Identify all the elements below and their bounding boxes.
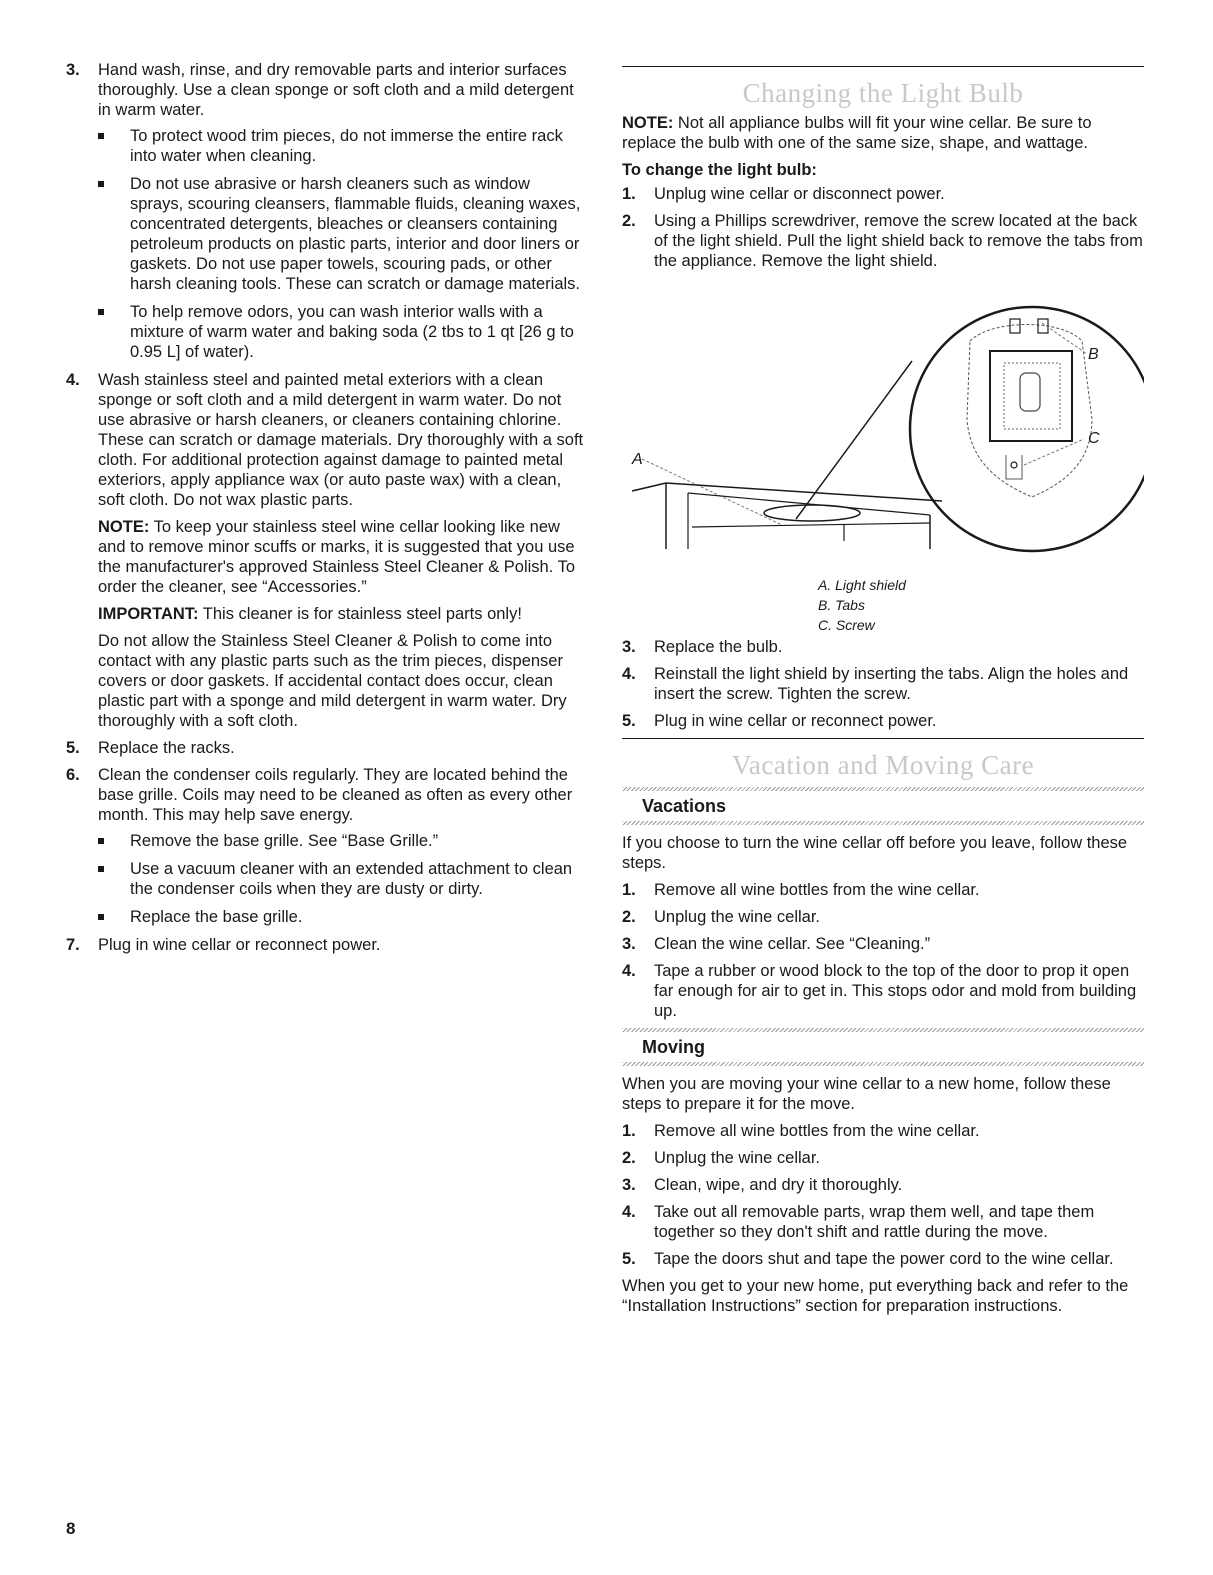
caption-line: C. Screw (818, 617, 875, 633)
step-text: Tape a rubber or wood block to the top of the door to prop it open far enough for air to get in. This stops odor and mold from building up. (654, 962, 1137, 1020)
step-text: Clean, wipe, and dry it thoroughly. (654, 1176, 903, 1194)
step-number: 3. (622, 1176, 636, 1194)
step-text: Unplug wine cellar or disconnect power. (654, 185, 945, 203)
step-number: 5. (66, 739, 80, 757)
label-a: A (632, 451, 643, 468)
step-text: Clean the wine cellar. See “Cleaning.” (654, 935, 931, 953)
caption-line: A. Light shield (818, 577, 906, 593)
section-title-light-bulb: Changing the Light Bulb (742, 78, 1024, 108)
step-number: 3. (66, 61, 80, 79)
section-rule (622, 66, 1144, 67)
step-number: 5. (622, 712, 636, 730)
light-shield-figure (622, 279, 1144, 631)
label-b: B (1088, 346, 1099, 363)
moving-step-2 (622, 1148, 1144, 1168)
hatch-divider (622, 1028, 1144, 1032)
page-number: 8 (66, 1519, 76, 1538)
left-column (66, 60, 586, 962)
step-number: 2. (622, 1149, 636, 1167)
step-text: Remove all wine bottles from the wine cellar. (654, 1122, 980, 1140)
step-text: Wash stainless steel and painted metal exteriors with a clean sponge or soft cloth and a mild detergent in warm water. Do not use abrasive or harsh cleaners, or cleaners containing chlorine. These can scratch or damage materials. Dry thoroughly with a soft cloth. For additional protection against damage to painted metal exteriors, apply appliance wax (or auto paste wax) with a clean, soft cloth. Do not wax plastic parts. (98, 371, 584, 509)
step-text: Clean the condenser coils regularly. They are located behind the base grille. Coils may need to be cleaned as often as every other month. This may help save energy. (98, 766, 573, 824)
moving-intro: When you are moving your wine cellar to a new home, follow these steps to prepare it for the move. (622, 1075, 1111, 1113)
bullet-item: To protect wood trim pieces, do not immerse the entire rack into water when cleaning. (98, 126, 586, 166)
moving-closing: When you get to your new home, put everything back and refer to the “Installation Instructions” section for preparation instructions. (622, 1277, 1129, 1315)
moving-heading: Moving (642, 1037, 705, 1057)
step-6 (66, 765, 586, 927)
step-text: Using a Phillips screwdriver, remove the screw located at the back of the light shield. Pull the light shield back to remove the tabs from the appliance. Remove the light shield. (654, 212, 1143, 270)
step-number: 1. (622, 881, 636, 899)
step-text: Remove all wine bottles from the wine cellar. (654, 881, 980, 899)
moving-step-1 (622, 1121, 1144, 1141)
bullet-list (98, 831, 586, 927)
step-text: Tape the doors shut and tape the power cord to the wine cellar. (654, 1250, 1114, 1268)
important-label: IMPORTANT: (98, 605, 199, 623)
section-rule (622, 738, 1144, 739)
liner-lower (692, 523, 930, 527)
step-number: 3. (622, 935, 636, 953)
step-number: 5. (622, 1250, 636, 1268)
bulb-note (622, 113, 1144, 153)
caption-line: B. Tabs (818, 597, 865, 613)
vacation-step-3 (622, 934, 1144, 954)
moving-step-5 (622, 1249, 1144, 1269)
section-title-vacation: Vacation and Moving Care (731, 750, 1035, 780)
light-shield-shape (764, 505, 860, 521)
step-text: Hand wash, rinse, and dry removable parts and interior surfaces thoroughly. Use a clean sponge or soft cloth and a mild detergent in warm water. (98, 61, 574, 119)
bulb-step-2 (622, 211, 1144, 271)
vacations-heading: Vacations (642, 796, 727, 816)
vacation-step-2 (622, 907, 1144, 927)
step-7 (66, 935, 586, 955)
note-text: Not all appliance bulbs will fit your wine cellar. Be sure to replace the bulb with one of the same size, shape, and wattage. (622, 114, 1092, 152)
caution-paragraph: Do not allow the Stainless Steel Cleaner & Polish to come into contact with any plastic parts such as the trim pieces, dispenser covers or door gaskets. If accidental contact does occur, clean plastic part with a sponge and mild detergent in warm water. Dry thoroughly with a soft cloth. (98, 632, 567, 730)
step-3 (66, 60, 586, 362)
bullet-item: Do not use abrasive or harsh cleaners such as window sprays, scouring cleansers, flammable fluids, cleaning waxes, concentrated detergents, bleaches or cleansers containing petroleum products on plastic parts, interior and door liners or gaskets. Do not use paper towels, scouring pads, or other harsh cleaning tools. These can scratch or damage materials. (98, 174, 586, 294)
liner-top (688, 493, 930, 515)
moving-step-4 (622, 1202, 1144, 1242)
step-number: 4. (622, 962, 636, 980)
bulb-subhead: To change the light bulb: (622, 161, 817, 179)
step-text: Replace the racks. (98, 739, 235, 757)
step-5 (66, 738, 586, 758)
hatch-divider (622, 821, 1144, 825)
step-text: Plug in wine cellar or reconnect power. (654, 712, 937, 730)
note-label: NOTE: (622, 114, 674, 132)
step-number: 4. (66, 371, 80, 389)
step-number: 1. (622, 185, 636, 203)
bulb-step-5 (622, 711, 1144, 731)
vacations-intro: If you choose to turn the wine cellar off before you leave, follow these steps. (622, 834, 1128, 872)
bullet-item: Remove the base grille. See “Base Grille.” (98, 831, 586, 851)
label-c: C (1088, 430, 1100, 447)
vacation-step-1 (622, 880, 1144, 900)
step-number: 4. (622, 1203, 636, 1221)
moving-step-3 (622, 1175, 1144, 1195)
step-text: Plug in wine cellar or reconnect power. (98, 936, 381, 954)
hatch-divider (622, 1062, 1144, 1066)
bullet-item: Replace the base grille. (98, 907, 586, 927)
magnifier-circle (910, 307, 1144, 551)
bulb-step-4 (622, 664, 1144, 704)
bullet-item: To help remove odors, you can wash interior walls with a mixture of warm water and baking soda (2 tbs to 1 qt [26 g to 0.95 L] of water). (98, 302, 586, 362)
figure-caption (818, 575, 906, 635)
step-text: Reinstall the light shield by inserting the tabs. Align the holes and insert the screw. Tighten the screw. (654, 665, 1129, 703)
ceiling-left (632, 483, 666, 491)
bullet-item: Use a vacuum cleaner with an extended attachment to clean the condenser coils when they are dusty or dirty. (98, 859, 586, 899)
step-text: Unplug the wine cellar. (654, 1149, 821, 1167)
ceiling-edge (666, 483, 942, 501)
vacation-step-4 (622, 961, 1144, 1021)
note-text: To keep your stainless steel wine cellar looking like new and to remove minor scuffs or marks, it is suggested that you use the manufacturer's approved Stainless Steel Cleaner & Polish. To order the cleaner, see “Accessories.” (98, 518, 576, 596)
step-number: 4. (622, 665, 636, 683)
step-number: 6. (66, 766, 80, 784)
bullet-list (98, 126, 586, 362)
bulb-step-1 (622, 184, 1144, 204)
right-column (622, 60, 1144, 1323)
bulb-step-3 (622, 637, 1144, 657)
important-text: This cleaner is for stainless steel parts only! (198, 605, 522, 623)
step-number: 3. (622, 638, 636, 656)
hatch-divider (622, 787, 1144, 791)
note-paragraph (98, 517, 586, 597)
step-number: 1. (622, 1122, 636, 1140)
step-text: Replace the bulb. (654, 638, 783, 656)
important-paragraph (98, 604, 586, 624)
step-number: 2. (622, 212, 636, 230)
step-number: 7. (66, 936, 80, 954)
step-text: Unplug the wine cellar. (654, 908, 821, 926)
step-4 (66, 370, 586, 731)
note-label: NOTE: (98, 518, 150, 536)
step-number: 2. (622, 908, 636, 926)
step-text: Take out all removable parts, wrap them well, and tape them together so they don't shift and rattle during the move. (654, 1203, 1095, 1241)
callout-a (642, 459, 782, 525)
